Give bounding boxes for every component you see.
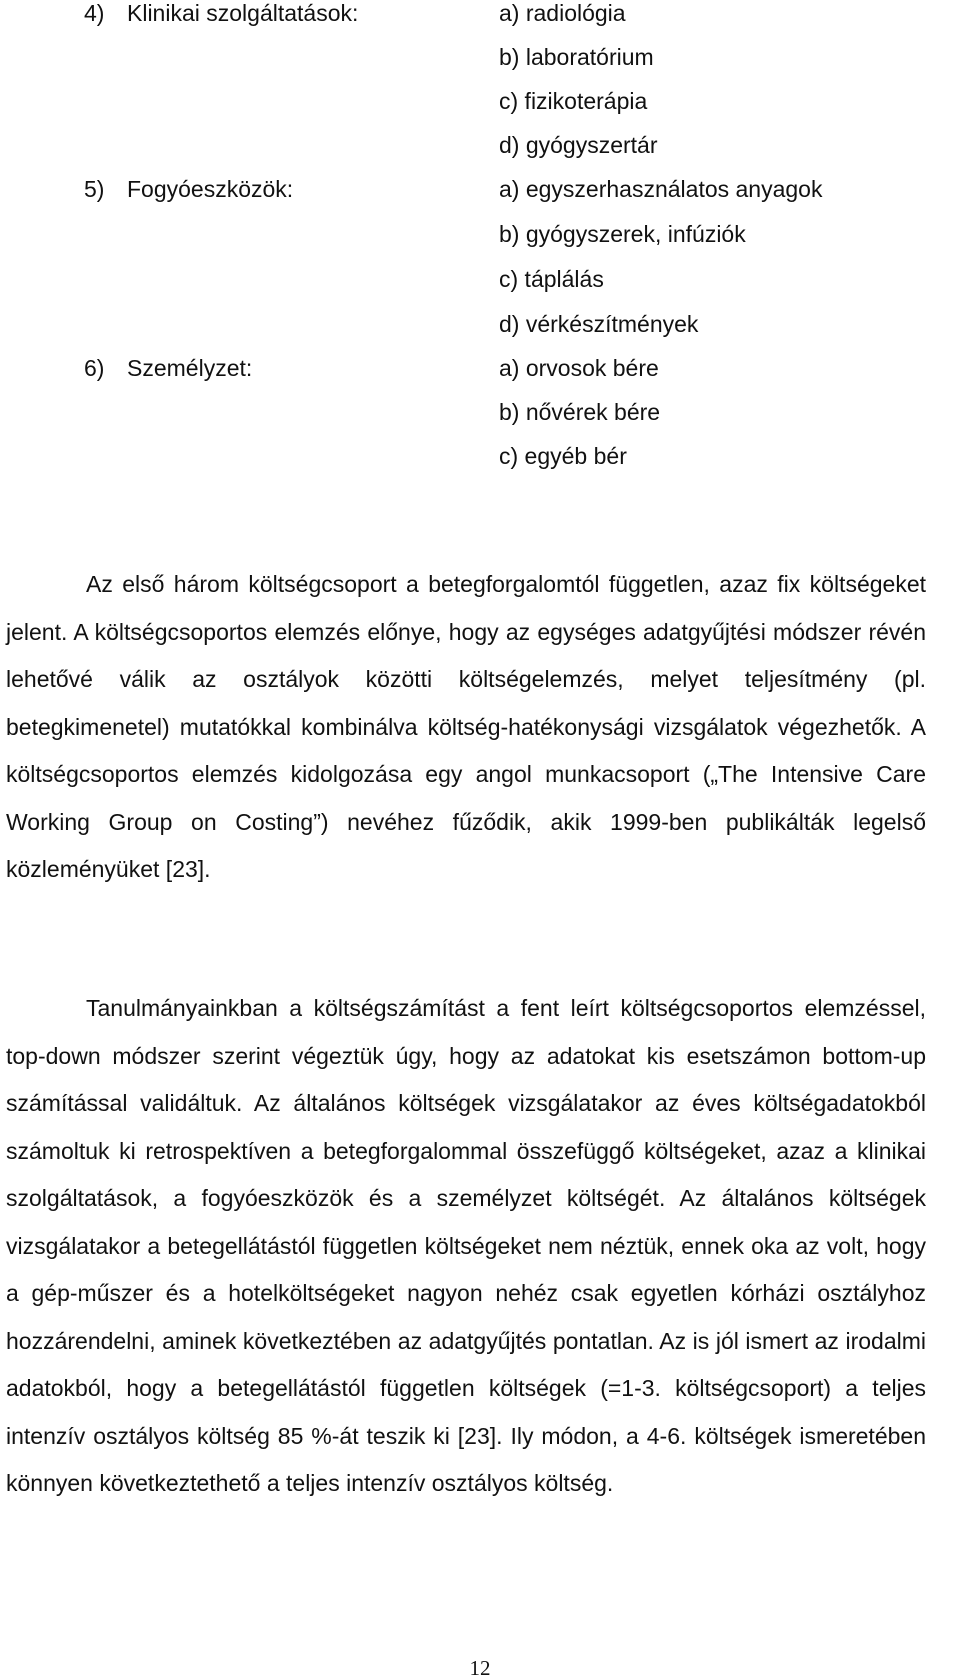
list-item: b) laboratórium [499, 44, 654, 70]
list-row [0, 86, 960, 116]
list-number: 4) [84, 0, 105, 26]
list-row [0, 0, 960, 28]
list-row [0, 441, 960, 471]
list-row [0, 174, 960, 204]
list-item: a) egyszerhasználatos anyagok [499, 176, 823, 202]
body-paragraph: Tanulmányainkban a költségszámítást a fent leírt költségcsoportos elemzéssel, top-down módszer szerint végeztük úgy, hogy az adatokat kis esetszámon bottom-up számítással validáltuk. Az általános költségek vizsgálatakor az éves költségadatokból számoltuk ki retrospektíven a betegforgalommal összefüggő költségeket, azaz a klinikai szolgáltatások, a fogyóeszközök és a személyzet költségét. Az általános költségek vizsgálatakor a betegellátástól független költségeket nem néztük, ennek oka az volt, hogy a gép-műszer és a hotelköltségeket nagyon nehéz csak egyetlen kórházi osztályhoz hozzárendelni, aminek következtében az adatgyűjtés pontatlan. Az is jól ismert az irodalmi adatokból, hogy a betegellátástól független költségek (=1-3. költségcsoport) a teljes intenzív osztályos költség 85 %-át teszik ki [23]. Ily módon, a 4-6. költségek ismeretében könnyen következtethető a teljes intenzív osztályos költség. [6, 995, 926, 1496]
list-number: 6) [84, 355, 105, 381]
body-paragraph: Az első három költségcsoport a betegforgalomtól független, azaz fix költségeket jelent. A költségcsoportos elemzés előnye, hogy az egységes adatgyűjtési módszer révén lehetővé válik az osztályok közötti költségelemzés, melyet teljesítmény (pl. betegkimenetel) mutatókkal kombinálva költség-hatékonysági vizsgálatok végezhetők. A költségcsoportos elemzés kidolgozása egy angol munkacsoport („The Intensive Care Working Group on Costing”) nevéhez fűződik, akik 1999-ben publikálták legelső közleményüket [23]. [6, 571, 926, 882]
list-heading: Klinikai szolgáltatások: [127, 0, 359, 26]
list-row [0, 397, 960, 427]
list-item: c) egyéb bér [499, 443, 627, 469]
list-item: b) nővérek bére [499, 399, 661, 425]
list-item: c) fizikoterápia [499, 88, 648, 114]
list-row [0, 264, 960, 294]
page-number: 12 [469, 1656, 491, 1680]
list-item: a) radiológia [499, 0, 626, 26]
list-item: c) táplálás [499, 266, 604, 292]
list-row [0, 219, 960, 249]
list-row [0, 130, 960, 160]
list-item: a) orvosok bére [499, 355, 659, 381]
list-row [0, 309, 960, 339]
list-item: d) gyógyszertár [499, 132, 658, 158]
list-row [0, 42, 960, 72]
list-heading: Személyzet: [127, 355, 253, 381]
list-heading: Fogyóeszközök: [127, 176, 294, 202]
list-item: b) gyógyszerek, infúziók [499, 221, 746, 247]
list-row [0, 353, 960, 383]
list-number: 5) [84, 176, 105, 202]
list-item: d) vérkészítmények [499, 311, 699, 337]
